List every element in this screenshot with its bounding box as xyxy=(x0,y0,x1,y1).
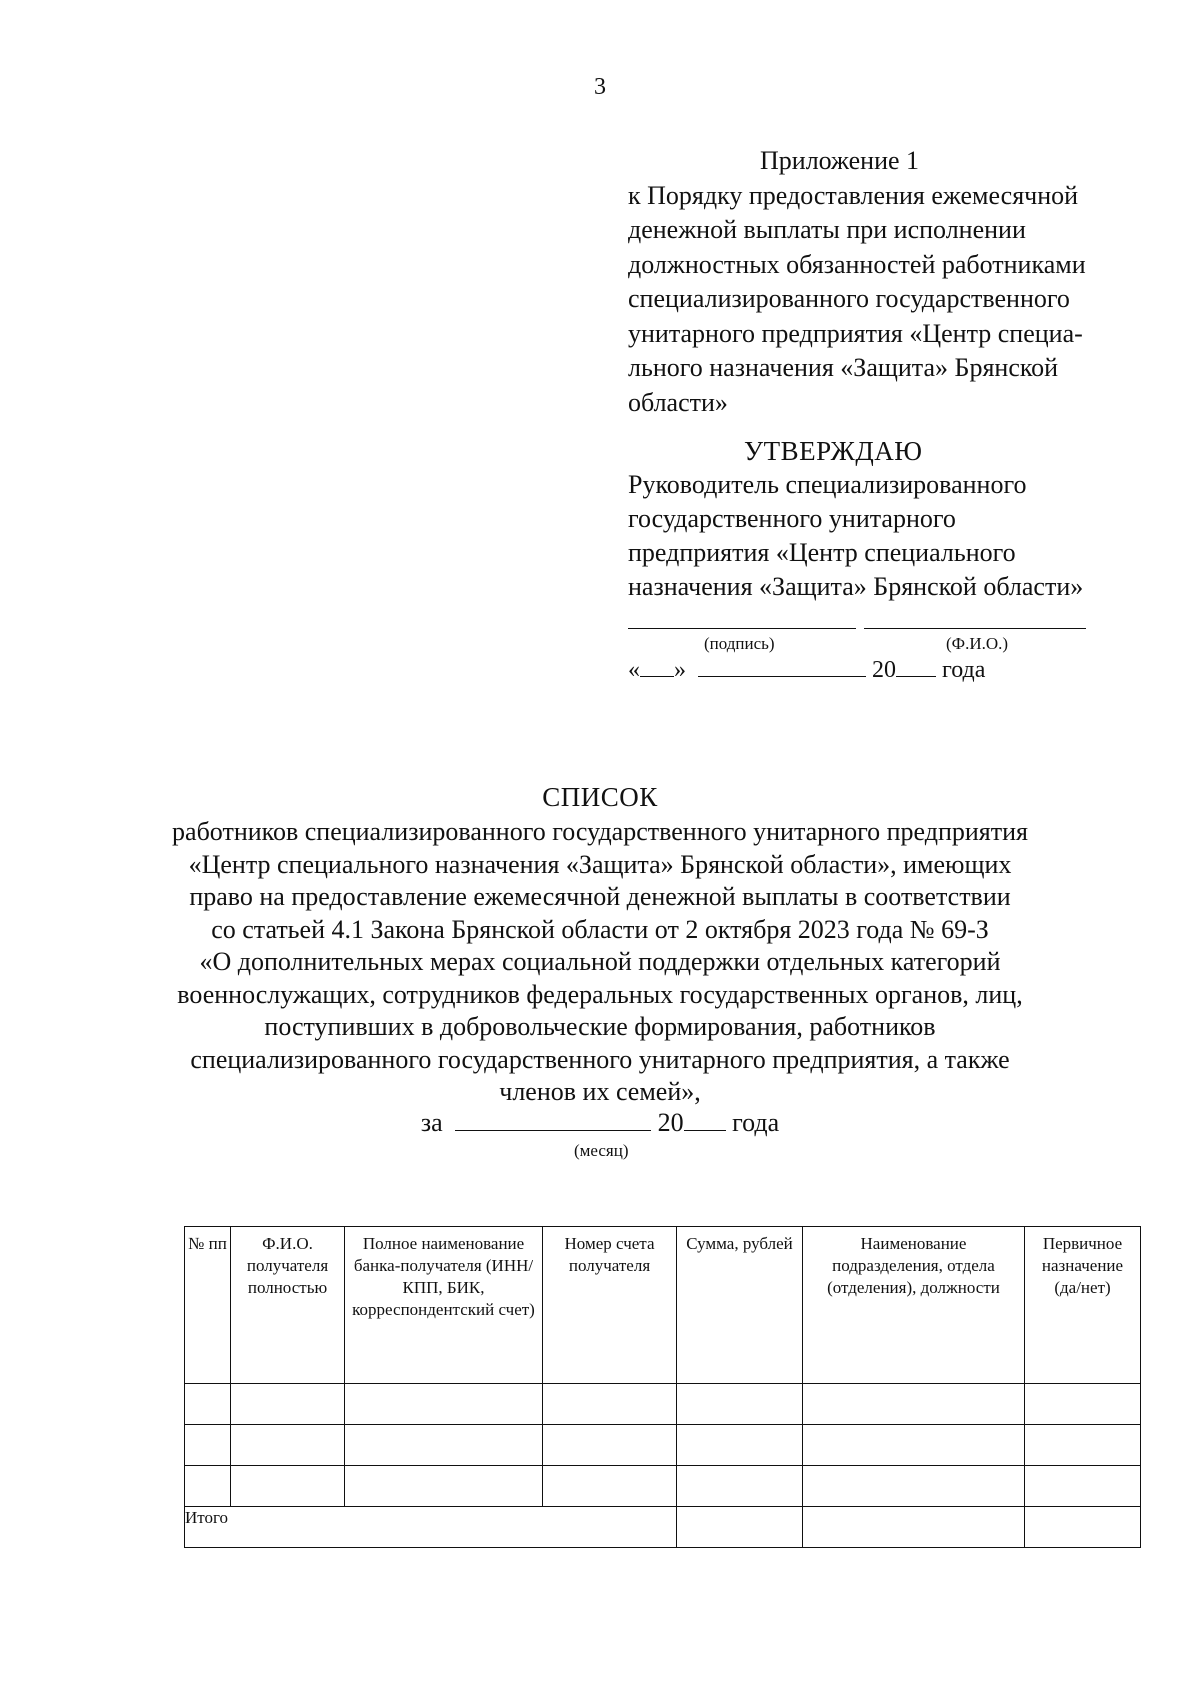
signature-caption: (подпись) xyxy=(704,634,775,653)
approval-line: Руководитель специализированного xyxy=(628,470,1027,499)
approval-line: предприятия «Центр специального xyxy=(628,538,1016,567)
day-blank[interactable] xyxy=(640,654,674,677)
year-blank[interactable] xyxy=(896,654,936,677)
approval-heading: УТВЕРЖДАЮ xyxy=(744,436,923,466)
appendix-line: денежной выплаты при исполнении xyxy=(628,215,1026,244)
table-cell[interactable] xyxy=(803,1384,1025,1425)
table-total-row xyxy=(185,1507,1141,1548)
appendix-heading: Приложение 1 xyxy=(760,146,920,175)
col-header-bank: Полное наименование банка-получателя (ИНН/КПП, БИК, корреспондентский счет) xyxy=(345,1227,543,1384)
approval-line: назначения «Защита» Брянской области» xyxy=(628,572,1084,601)
table-cell[interactable] xyxy=(185,1425,231,1466)
appendix-line: к Порядку предоставления ежемесячной xyxy=(628,180,1079,210)
period-prefix: за xyxy=(420,1108,443,1137)
approval-line: государственного унитарного xyxy=(628,504,956,533)
total-amount-cell[interactable] xyxy=(677,1507,803,1548)
list-title: СПИСОК xyxy=(542,782,658,812)
period-year-prefix: 20 xyxy=(657,1108,684,1137)
table-cell[interactable] xyxy=(231,1425,345,1466)
col-header-fio: Ф.И.О. получателя полностью xyxy=(231,1227,345,1384)
table-cell[interactable] xyxy=(345,1425,543,1466)
description-line: со статьей 4.1 Закона Брянской области от 2 октября 2023 года № 69-З xyxy=(211,914,989,944)
appendix-line: области» xyxy=(628,387,728,417)
period-month-blank[interactable] xyxy=(455,1108,651,1131)
appendix-block xyxy=(628,144,1128,420)
table-cell[interactable] xyxy=(1025,1384,1141,1425)
recipients-table xyxy=(184,1226,1141,1548)
table-header-row xyxy=(185,1227,1141,1384)
signature-line[interactable] xyxy=(628,628,856,629)
table-cell[interactable] xyxy=(543,1466,677,1507)
approval-date-line xyxy=(628,654,985,684)
description-line: поступивших в добровольческие формирования, работников xyxy=(264,1012,936,1041)
signature-block xyxy=(628,610,1088,700)
description-line: военнослужащих, сотрудников федеральных государственных органов, лиц, xyxy=(177,979,1023,1009)
description-line: работников специализированного государственного унитарного предприятия xyxy=(172,817,1028,846)
col-header-number: № пп xyxy=(185,1227,231,1384)
table-row xyxy=(185,1425,1141,1466)
table-cell[interactable] xyxy=(803,1507,1025,1548)
appendix-line: унитарного предприятия «Центр специа- xyxy=(628,318,1083,348)
period-year-suffix: года xyxy=(732,1108,780,1137)
approval-block xyxy=(628,434,1128,604)
month-caption: (месяц) xyxy=(574,1141,629,1160)
col-header-account: Номер счета получателя xyxy=(543,1227,677,1384)
period-year-blank[interactable] xyxy=(684,1108,726,1131)
description-line: «Центр специального назначения «Защита» Брянской области», имеющих xyxy=(188,849,1012,879)
table-cell[interactable] xyxy=(677,1384,803,1425)
period-line xyxy=(0,1108,1200,1138)
table-row xyxy=(185,1466,1141,1507)
table-cell[interactable] xyxy=(1025,1425,1141,1466)
table-cell[interactable] xyxy=(803,1466,1025,1507)
table-cell[interactable] xyxy=(185,1384,231,1425)
description-line: членов их семей», xyxy=(499,1077,701,1106)
appendix-line: должностных обязанностей работниками xyxy=(628,249,1086,279)
table-cell[interactable] xyxy=(677,1425,803,1466)
col-header-amount: Сумма, рублей xyxy=(677,1227,803,1384)
name-caption: (Ф.И.О.) xyxy=(946,634,1009,653)
col-header-department: Наименование подразделения, отдела (отделения), должности xyxy=(803,1227,1025,1384)
date-open-quote: « xyxy=(628,657,640,683)
table-cell[interactable] xyxy=(1025,1466,1141,1507)
table-cell[interactable] xyxy=(1025,1507,1141,1548)
table-cell[interactable] xyxy=(231,1466,345,1507)
table-cell[interactable] xyxy=(543,1384,677,1425)
description-line: специализированного государственного унитарного предприятия, а также xyxy=(190,1044,1010,1074)
col-header-primary: Первичное назначение (да/нет) xyxy=(1025,1227,1141,1384)
date-close-quote: » xyxy=(674,657,686,683)
name-line[interactable] xyxy=(864,628,1086,629)
table-cell[interactable] xyxy=(231,1384,345,1425)
table-cell[interactable] xyxy=(677,1466,803,1507)
description-line: право на предоставление ежемесячной денежной выплаты в соответствии xyxy=(189,882,1011,911)
list-description xyxy=(150,816,1050,1109)
date-year-suffix: года xyxy=(942,657,986,683)
table-cell[interactable] xyxy=(803,1425,1025,1466)
appendix-line: специализированного государственного xyxy=(628,284,1070,313)
table-cell[interactable] xyxy=(543,1425,677,1466)
table-cell[interactable] xyxy=(345,1384,543,1425)
page-number: 3 xyxy=(594,74,606,100)
table-cell[interactable] xyxy=(345,1466,543,1507)
table-cell[interactable] xyxy=(185,1466,231,1507)
month-blank[interactable] xyxy=(698,654,866,677)
description-line: «О дополнительных мерах социальной поддержки отдельных категорий xyxy=(199,947,1001,976)
table-row xyxy=(185,1384,1141,1425)
appendix-line: льного назначения «Защита» Брянской xyxy=(628,353,1059,382)
total-label: Итого xyxy=(185,1507,677,1548)
date-year-prefix: 20 xyxy=(872,657,896,683)
